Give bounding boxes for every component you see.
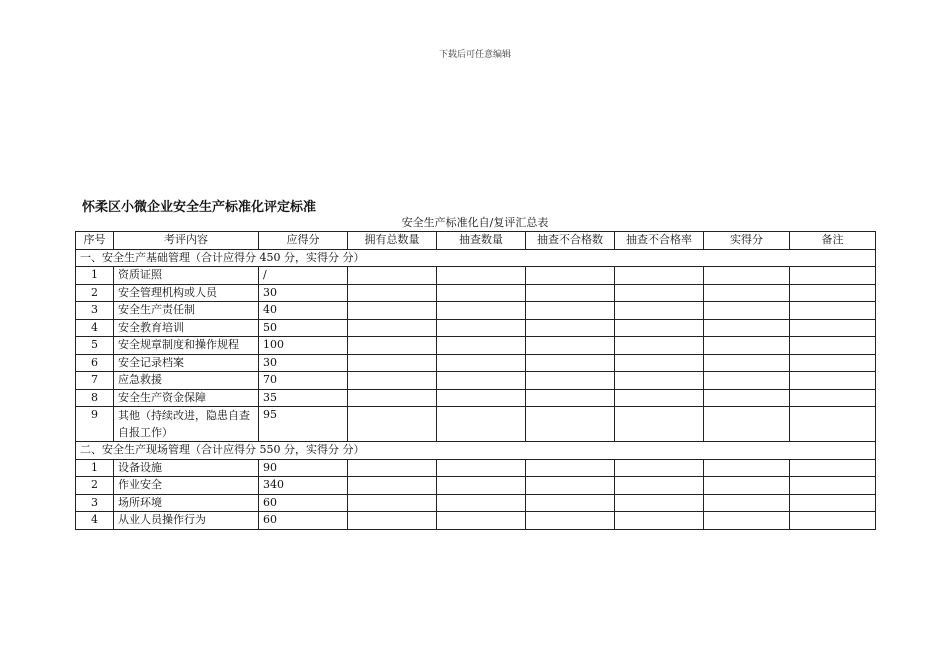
sample-failure-rate-cell[interactable]: [615, 512, 704, 530]
sample-failed-count-cell[interactable]: [526, 267, 615, 285]
remarks-cell[interactable]: [790, 284, 876, 302]
sample-quantity-cell[interactable]: [437, 302, 526, 320]
actual-score-cell[interactable]: [704, 477, 790, 495]
sample-failure-rate-cell[interactable]: [615, 302, 704, 320]
total-quantity-cell[interactable]: [348, 407, 437, 442]
sample-quantity-cell[interactable]: [437, 459, 526, 477]
expected-score: 40: [259, 302, 348, 320]
remarks-cell[interactable]: [790, 389, 876, 407]
sample-failed-count-cell[interactable]: [526, 284, 615, 302]
expected-score: 90: [259, 459, 348, 477]
column-header: 考评内容: [114, 232, 259, 250]
sample-failure-rate-cell[interactable]: [615, 337, 704, 355]
evaluation-item: 安全生产资金保障: [114, 389, 259, 407]
row-number: 4: [76, 512, 114, 530]
table-row: [76, 512, 876, 530]
column-header: 应得分: [259, 232, 348, 250]
evaluation-item: 安全记录档案: [114, 354, 259, 372]
sample-quantity-cell[interactable]: [437, 319, 526, 337]
sample-quantity-cell[interactable]: [437, 337, 526, 355]
sample-quantity-cell[interactable]: [437, 512, 526, 530]
total-quantity-cell[interactable]: [348, 512, 437, 530]
sample-failed-count-cell[interactable]: [526, 354, 615, 372]
table-row: [76, 319, 876, 337]
row-number: 1: [76, 267, 114, 285]
table-row: [76, 477, 876, 495]
row-number: 5: [76, 337, 114, 355]
evaluation-item: 安全管理机构或人员: [114, 284, 259, 302]
total-quantity-cell[interactable]: [348, 389, 437, 407]
remarks-cell[interactable]: [790, 459, 876, 477]
evaluation-item: 从业人员操作行为: [114, 512, 259, 530]
remarks-cell[interactable]: [790, 512, 876, 530]
actual-score-cell[interactable]: [704, 389, 790, 407]
summary-table: [75, 231, 876, 530]
sample-quantity-cell[interactable]: [437, 372, 526, 390]
evaluation-item: 其他（持续改进，隐患自查自报工作）: [114, 407, 259, 442]
evaluation-item: 资质证照: [114, 267, 259, 285]
expected-score: 60: [259, 512, 348, 530]
sample-failed-count-cell[interactable]: [526, 512, 615, 530]
evaluation-item: 安全规章制度和操作规程: [114, 337, 259, 355]
total-quantity-cell[interactable]: [348, 337, 437, 355]
row-number: 8: [76, 389, 114, 407]
sample-quantity-cell[interactable]: [437, 284, 526, 302]
actual-score-cell[interactable]: [704, 407, 790, 442]
sample-quantity-cell[interactable]: [437, 389, 526, 407]
expected-score: 50: [259, 319, 348, 337]
table-header-row: [76, 232, 876, 250]
table-row: [76, 337, 876, 355]
sample-quantity-cell[interactable]: [437, 267, 526, 285]
remarks-cell[interactable]: [790, 319, 876, 337]
evaluation-item: 安全教育培训: [114, 319, 259, 337]
section-heading-row: [76, 249, 876, 267]
table-row: [76, 267, 876, 285]
sample-quantity-cell[interactable]: [437, 354, 526, 372]
sample-failed-count-cell[interactable]: [526, 302, 615, 320]
row-number: 2: [76, 284, 114, 302]
expected-score: 340: [259, 477, 348, 495]
row-number: 4: [76, 319, 114, 337]
table-row: [76, 302, 876, 320]
remarks-cell[interactable]: [790, 477, 876, 495]
expected-score: 100: [259, 337, 348, 355]
row-number: 3: [76, 494, 114, 512]
page-header-note: 下载后可任意编辑: [438, 50, 511, 60]
row-number: 2: [76, 477, 114, 495]
section-heading-row: [76, 442, 876, 460]
table-row: [76, 372, 876, 390]
sample-failed-count-cell[interactable]: [526, 319, 615, 337]
table-row: [76, 284, 876, 302]
actual-score-cell[interactable]: [704, 319, 790, 337]
column-header: 实得分: [704, 232, 790, 250]
table-row: [76, 354, 876, 372]
row-number: 9: [76, 407, 114, 442]
column-header: 抽查不合格数: [526, 232, 615, 250]
expected-score: 60: [259, 494, 348, 512]
actual-score-cell[interactable]: [704, 267, 790, 285]
actual-score-cell[interactable]: [704, 284, 790, 302]
evaluation-item: 安全生产责任制: [114, 302, 259, 320]
column-header: 抽查数量: [437, 232, 526, 250]
remarks-cell[interactable]: [790, 302, 876, 320]
actual-score-cell[interactable]: [704, 494, 790, 512]
actual-score-cell[interactable]: [704, 512, 790, 530]
sample-failure-rate-cell[interactable]: [615, 459, 704, 477]
sample-quantity-cell[interactable]: [437, 494, 526, 512]
remarks-cell[interactable]: [790, 354, 876, 372]
sample-failure-rate-cell[interactable]: [615, 407, 704, 442]
sample-failure-rate-cell[interactable]: [615, 267, 704, 285]
actual-score-cell[interactable]: [704, 354, 790, 372]
total-quantity-cell[interactable]: [348, 459, 437, 477]
total-quantity-cell[interactable]: [348, 284, 437, 302]
actual-score-cell[interactable]: [704, 372, 790, 390]
section-heading: 一、安全生产基础管理（合计应得分 450 分，实得分 分）: [76, 249, 876, 267]
total-quantity-cell[interactable]: [348, 477, 437, 495]
sample-quantity-cell[interactable]: [437, 477, 526, 495]
row-number: 6: [76, 354, 114, 372]
sample-failed-count-cell[interactable]: [526, 337, 615, 355]
section-heading: 二、安全生产现场管理（合计应得分 550 分，实得分 分）: [76, 442, 876, 460]
row-number: 3: [76, 302, 114, 320]
sample-failed-count-cell[interactable]: [526, 459, 615, 477]
sample-failed-count-cell[interactable]: [526, 407, 615, 442]
evaluation-item: 设备设施: [114, 459, 259, 477]
remarks-cell[interactable]: [790, 337, 876, 355]
sample-failure-rate-cell[interactable]: [615, 284, 704, 302]
column-header: 抽查不合格率: [615, 232, 704, 250]
sample-failure-rate-cell[interactable]: [615, 372, 704, 390]
sample-failed-count-cell[interactable]: [526, 372, 615, 390]
sample-failure-rate-cell[interactable]: [615, 477, 704, 495]
evaluation-item: 应急救援: [114, 372, 259, 390]
sample-failure-rate-cell[interactable]: [615, 319, 704, 337]
remarks-cell[interactable]: [790, 267, 876, 285]
expected-score: 30: [259, 284, 348, 302]
actual-score-cell[interactable]: [704, 302, 790, 320]
remarks-cell[interactable]: [790, 494, 876, 512]
expected-score: 30: [259, 354, 348, 372]
sample-failed-count-cell[interactable]: [526, 389, 615, 407]
remarks-cell[interactable]: [790, 372, 876, 390]
table-row: [76, 459, 876, 477]
evaluation-item: 场所环境: [114, 494, 259, 512]
table-row: [76, 494, 876, 512]
remarks-cell[interactable]: [790, 407, 876, 442]
actual-score-cell[interactable]: [704, 459, 790, 477]
expected-score: /: [259, 267, 348, 285]
table-row: [76, 407, 876, 442]
sample-failure-rate-cell[interactable]: [615, 354, 704, 372]
sample-failure-rate-cell[interactable]: [615, 494, 704, 512]
table-row: [76, 389, 876, 407]
sample-failed-count-cell[interactable]: [526, 477, 615, 495]
total-quantity-cell[interactable]: [348, 372, 437, 390]
actual-score-cell[interactable]: [704, 337, 790, 355]
total-quantity-cell[interactable]: [348, 319, 437, 337]
sample-quantity-cell[interactable]: [437, 407, 526, 442]
document-title: 怀柔区小微企业安全生产标准化评定标准: [82, 200, 317, 215]
total-quantity-cell[interactable]: [348, 267, 437, 285]
evaluation-item: 作业安全: [114, 477, 259, 495]
total-quantity-cell[interactable]: [348, 494, 437, 512]
sample-failure-rate-cell[interactable]: [615, 389, 704, 407]
sample-failed-count-cell[interactable]: [526, 494, 615, 512]
column-header: 拥有总数量: [348, 232, 437, 250]
row-number: 1: [76, 459, 114, 477]
row-number: 7: [76, 372, 114, 390]
column-header: 序号: [76, 232, 114, 250]
expected-score: 35: [259, 389, 348, 407]
column-header: 备注: [790, 232, 876, 250]
expected-score: 95: [259, 407, 348, 442]
total-quantity-cell[interactable]: [348, 302, 437, 320]
total-quantity-cell[interactable]: [348, 354, 437, 372]
expected-score: 70: [259, 372, 348, 390]
table-caption: 安全生产标准化自/复评汇总表: [401, 216, 549, 229]
